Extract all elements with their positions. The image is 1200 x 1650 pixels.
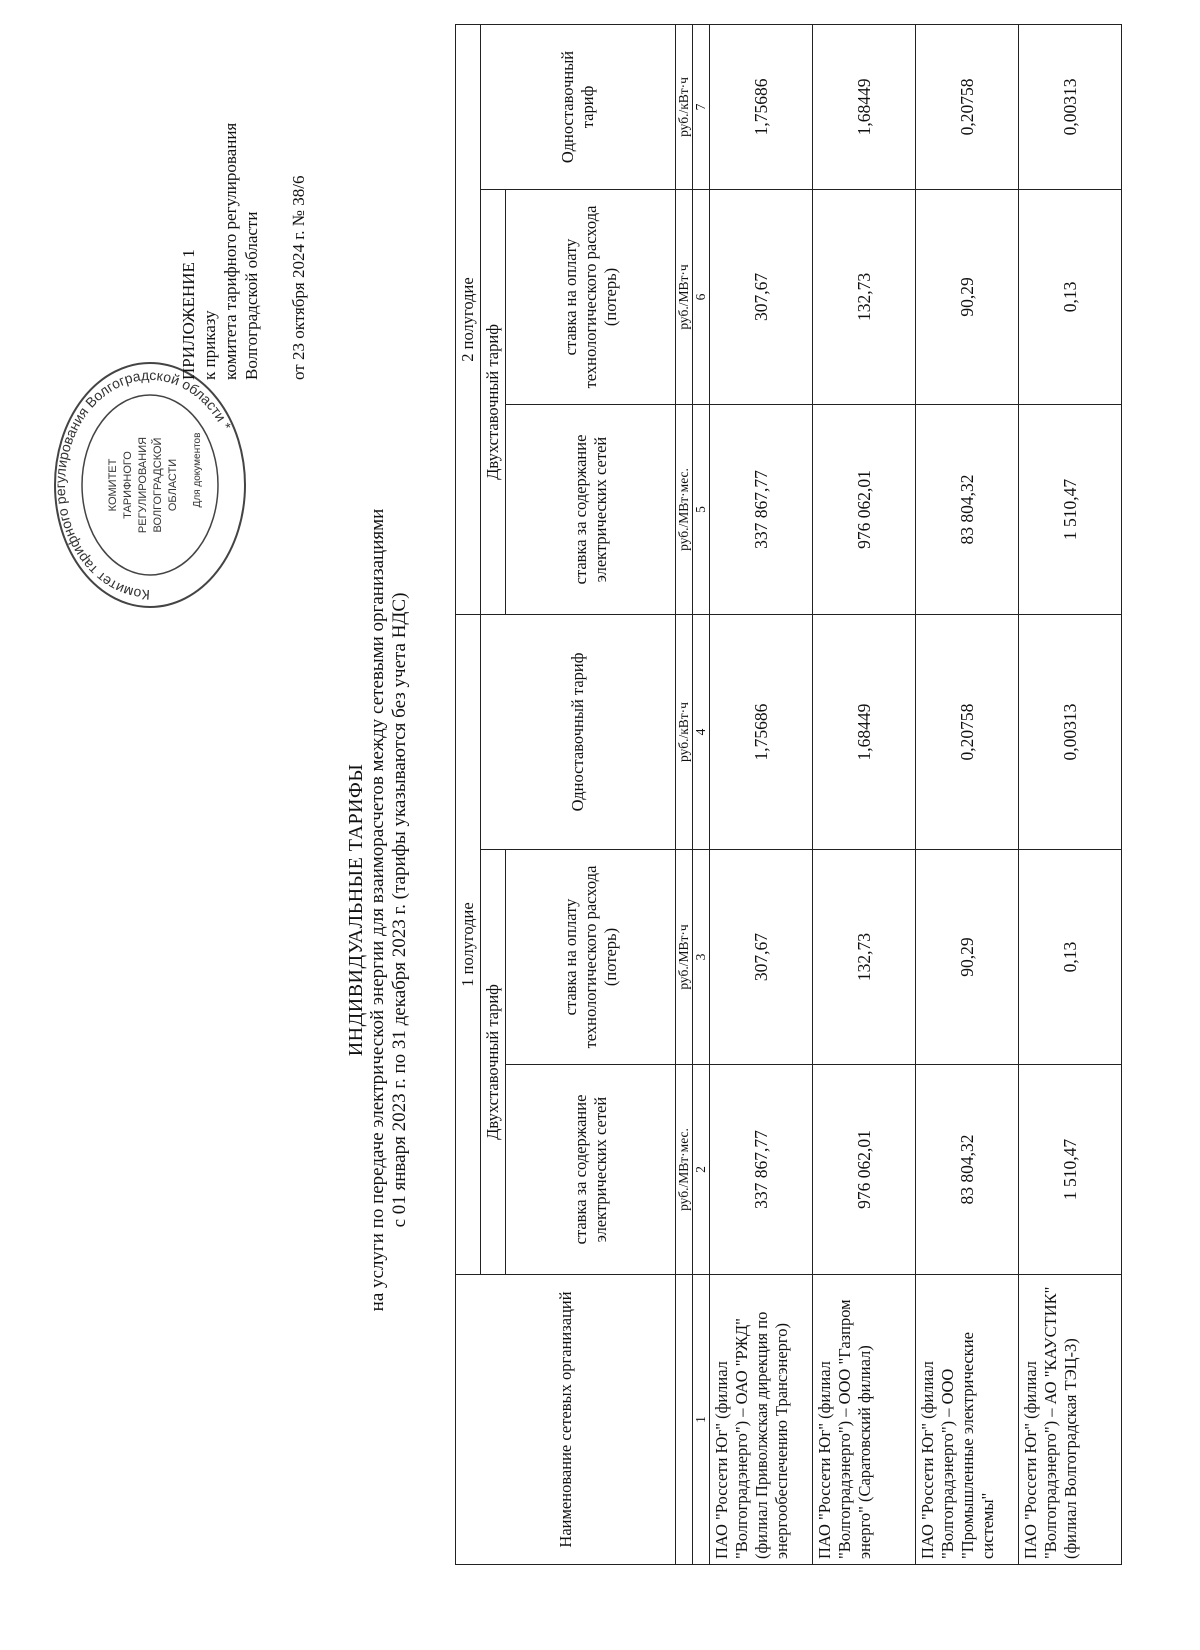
value-cell: 90,29 bbox=[916, 850, 1019, 1065]
value-cell: 307,67 bbox=[710, 850, 813, 1065]
header-row-halves bbox=[456, 24, 481, 1564]
value-cell: 0,00313 bbox=[1019, 24, 1122, 189]
column-number-row bbox=[693, 24, 710, 1564]
header-two-rate-1: Двухставочный тариф bbox=[481, 850, 506, 1275]
org-name: ПАО "Россети Юг" (филиал "Волгоградэнерго") – ОАО "РЖД" (филиал Приволжская дирекция по энергообеспечению Трансэнерго) bbox=[710, 1275, 813, 1565]
value-cell: 337 867,77 bbox=[710, 404, 813, 614]
value-cell: 0,00313 bbox=[1019, 614, 1122, 849]
header-org-name: Наименование сетевых организаций bbox=[456, 1275, 676, 1565]
value-cell: 90,29 bbox=[916, 189, 1019, 404]
table-row bbox=[710, 24, 813, 1564]
column-number: 5 bbox=[693, 404, 710, 614]
org-name: ПАО "Россети Юг" (филиал "Волгоградэнерго") – ООО "Промышленные электрические системы" bbox=[916, 1275, 1019, 1565]
value-cell: 1 510,47 bbox=[1019, 1065, 1122, 1275]
seal-line-2: ТАРИФНОГО bbox=[122, 451, 134, 519]
value-cell: 1,68449 bbox=[813, 24, 916, 189]
column-number: 7 bbox=[693, 24, 710, 189]
document-title bbox=[345, 470, 411, 1350]
value-cell: 1,75686 bbox=[710, 24, 813, 189]
appendix-label: ПРИЛОЖЕНИЕ 1 bbox=[179, 249, 198, 380]
value-cell: 132,73 bbox=[813, 850, 916, 1065]
header-half-1: 1 полугодие bbox=[456, 614, 481, 1274]
table-row bbox=[916, 24, 1019, 1564]
seal-line-3: РЕГУЛИРОВАНИЯ bbox=[137, 436, 149, 534]
value-cell: 0,20758 bbox=[916, 614, 1019, 849]
value-cell: 1,75686 bbox=[710, 614, 813, 849]
value-cell: 132,73 bbox=[813, 189, 916, 404]
header-rate-network-2: ставка за содержание электрических сетей bbox=[506, 404, 676, 614]
column-number: 6 bbox=[693, 189, 710, 404]
value-cell: 83 804,32 bbox=[916, 404, 1019, 614]
column-number: 1 bbox=[693, 1275, 710, 1565]
appendix-committee-line: комитета тарифного регулирования bbox=[221, 122, 240, 380]
title-subtitle: на услуги по передаче электрической энергии для взаиморасчетов между сетевыми организациями bbox=[367, 508, 388, 1312]
unit-cell: руб./МВт·ч bbox=[676, 850, 693, 1065]
unit-cell: руб./МВт·мес. bbox=[676, 404, 693, 614]
appendix-order-line: к приказу bbox=[200, 310, 219, 380]
unit-cell: руб./МВт·мес. bbox=[676, 1065, 693, 1275]
column-number: 2 bbox=[693, 1065, 710, 1275]
column-number: 3 bbox=[693, 850, 710, 1065]
appendix-region-line: Волгоградской области bbox=[242, 211, 261, 380]
seal-line-5: ОБЛАСТИ bbox=[167, 458, 179, 512]
unit-cell: руб./кВт·ч bbox=[676, 614, 693, 849]
value-cell: 337 867,77 bbox=[710, 1065, 813, 1275]
header-rate-losses-2: ставка на оплату технологического расхода (потерь) bbox=[506, 189, 676, 404]
header-two-rate-2: Двухставочный тариф bbox=[481, 189, 506, 614]
official-seal bbox=[50, 350, 250, 620]
units-empty bbox=[676, 1275, 693, 1565]
unit-cell: руб./кВт·ч bbox=[676, 24, 693, 189]
units-row bbox=[676, 24, 693, 1564]
seal-line-1: КОМИТЕТ bbox=[107, 458, 119, 512]
header-rate-network-1: ставка за содержание электрических сетей bbox=[506, 1065, 676, 1275]
value-cell: 307,67 bbox=[710, 189, 813, 404]
value-cell: 1,68449 bbox=[813, 614, 916, 849]
value-cell: 83 804,32 bbox=[916, 1065, 1019, 1275]
table-row bbox=[1019, 24, 1122, 1564]
title-main: ИНДИВИДУАЛЬНЫЕ ТАРИФЫ bbox=[345, 763, 367, 1057]
header-single-rate-2: Одноставочный тариф bbox=[481, 24, 676, 189]
seal-bottom-text: Для документов bbox=[192, 432, 203, 508]
appendix-header bbox=[178, 40, 309, 380]
value-cell: 976 062,01 bbox=[813, 404, 916, 614]
title-period: с 01 января 2023 г. по 31 декабря 2023 г. (тарифы указываются без учета НДС) bbox=[389, 592, 410, 1228]
seal-line-4: ВОЛГОГРАДСКОЙ bbox=[152, 437, 164, 533]
seal-ring-text: Комитет тарифного регулирования Волгоградской области * bbox=[51, 366, 235, 604]
appendix-date: от 23 октября 2024 г. № 38/6 bbox=[289, 175, 308, 380]
tariff-table bbox=[455, 24, 1122, 1565]
unit-cell: руб./МВт·ч bbox=[676, 189, 693, 404]
column-number: 4 bbox=[693, 614, 710, 849]
header-half-2: 2 полугодие bbox=[456, 24, 481, 614]
header-single-rate-1: Одноставочный тариф bbox=[481, 614, 676, 849]
org-name: ПАО "Россети Юг" (филиал "Волгоградэнерго") – ООО "Газпром энерго" (Саратовский филиал) bbox=[813, 1275, 916, 1565]
value-cell: 0,13 bbox=[1019, 189, 1122, 404]
value-cell: 976 062,01 bbox=[813, 1065, 916, 1275]
header-rate-losses-1: ставка на оплату технологического расхода (потерь) bbox=[506, 850, 676, 1065]
org-name: ПАО "Россети Юг" (филиал "Волгоградэнерго") – АО "КАУСТИК" (филиал Волгоградская ТЭЦ-3) bbox=[1019, 1275, 1122, 1565]
value-cell: 0,13 bbox=[1019, 850, 1122, 1065]
table-row bbox=[813, 24, 916, 1564]
value-cell: 0,20758 bbox=[916, 24, 1019, 189]
value-cell: 1 510,47 bbox=[1019, 404, 1122, 614]
